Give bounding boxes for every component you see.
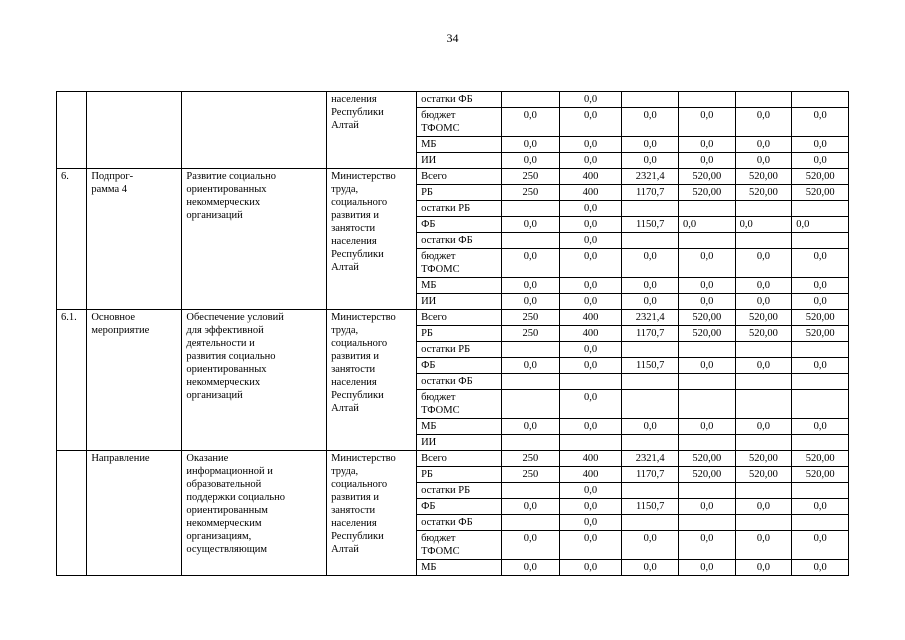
value-cell	[679, 374, 736, 390]
executor-line: населения	[331, 518, 377, 529]
value-cell	[735, 374, 792, 390]
value-cell: 520,00	[735, 169, 792, 185]
value-cell: 0,0	[559, 419, 622, 435]
value-cell: 520,00	[735, 310, 792, 326]
executor-line: Республики	[331, 249, 384, 260]
value-cell	[792, 483, 849, 499]
value-cell: 0,0	[559, 249, 622, 278]
funding-source	[417, 390, 502, 419]
item-name-line: осуществляющим	[186, 544, 268, 555]
item-name-line: некоммерческих	[186, 377, 261, 388]
item-name-line: для эффективной	[186, 325, 264, 336]
value-cell: 0,0	[622, 419, 679, 435]
value-cell: 0,0	[559, 390, 622, 419]
value-cell	[679, 342, 736, 358]
funding-source-line: ФБ	[421, 219, 436, 230]
executor	[327, 169, 417, 310]
item-name-line: развития социально	[186, 351, 276, 362]
item-name	[182, 92, 327, 169]
value-cell: 0,0	[735, 108, 792, 137]
value-cell: 0,0	[735, 419, 792, 435]
item-name-line: деятельности и	[186, 338, 255, 349]
funding-source	[417, 233, 502, 249]
funding-source	[417, 560, 502, 576]
row-number	[57, 92, 87, 169]
item-name	[182, 310, 327, 451]
value-cell: 520,00	[679, 169, 736, 185]
value-cell: 0,0	[622, 294, 679, 310]
funding-source	[417, 467, 502, 483]
value-cell: 520,00	[792, 467, 849, 483]
funding-source	[417, 326, 502, 342]
value-cell	[735, 342, 792, 358]
funding-source	[417, 342, 502, 358]
value-cell: 520,00	[792, 326, 849, 342]
item-name	[182, 451, 327, 576]
funding-source	[417, 451, 502, 467]
funding-source	[417, 137, 502, 153]
funding-source	[417, 278, 502, 294]
value-cell: 0,0	[502, 560, 560, 576]
value-cell	[679, 483, 736, 499]
value-cell	[622, 342, 679, 358]
value-cell: 520,00	[679, 326, 736, 342]
executor-line: Алтай	[331, 403, 359, 414]
funding-source-line: ИИ	[421, 437, 437, 448]
funding-source-line: остатки РБ	[421, 203, 471, 214]
value-cell: 0,0	[559, 515, 622, 531]
funding-source	[417, 419, 502, 435]
funding-source	[417, 108, 502, 137]
funding-source-line: ИИ	[421, 155, 437, 166]
item-name-line: ориентированных	[186, 184, 267, 195]
value-cell: 1150,7	[622, 358, 679, 374]
item-name-line: Развитие социально	[186, 171, 276, 182]
value-cell: 0,0	[735, 531, 792, 560]
value-cell: 2321,4	[622, 169, 679, 185]
executor-line: социального	[331, 479, 388, 490]
item-type	[87, 451, 182, 576]
value-cell: 0,0	[792, 560, 849, 576]
value-cell: 0,0	[502, 278, 560, 294]
executor-line: Алтай	[331, 120, 359, 131]
item-name-line: некоммерческих	[186, 197, 261, 208]
value-cell	[679, 92, 736, 108]
value-cell	[679, 390, 736, 419]
item-name-line: организаций	[186, 390, 243, 401]
value-cell: 250	[502, 451, 560, 467]
executor-line: труда,	[331, 325, 359, 336]
value-cell	[622, 483, 679, 499]
executor-line: Алтай	[331, 544, 359, 555]
value-cell: 520,00	[679, 451, 736, 467]
funding-table	[56, 91, 849, 576]
item-type-line: Подпрог-	[91, 171, 134, 182]
funding-source	[417, 294, 502, 310]
value-cell: 0,0	[679, 531, 736, 560]
funding-source	[417, 374, 502, 390]
value-cell: 0,0	[679, 153, 736, 169]
funding-source-line: Всего	[421, 171, 447, 182]
value-cell: 0,0	[679, 499, 736, 515]
funding-source-line: остатки РБ	[421, 344, 471, 355]
value-cell: 400	[559, 467, 622, 483]
value-cell: 520,00	[679, 310, 736, 326]
item-name-line: Обеспечение условий	[186, 312, 284, 323]
value-cell: 520,00	[679, 467, 736, 483]
funding-source	[417, 499, 502, 515]
value-cell	[502, 374, 560, 390]
value-cell: 0,0	[502, 294, 560, 310]
value-cell	[502, 483, 560, 499]
executor-line: Алтай	[331, 262, 359, 273]
value-cell: 520,00	[735, 451, 792, 467]
table-row	[57, 169, 849, 185]
value-cell	[559, 374, 622, 390]
value-cell: 0,0	[622, 531, 679, 560]
value-cell	[735, 233, 792, 249]
value-cell	[502, 201, 560, 217]
value-cell	[622, 92, 679, 108]
funding-source	[417, 531, 502, 560]
executor-line: Министерство	[331, 171, 396, 182]
funding-source-line: МБ	[421, 421, 437, 432]
funding-source-line: ФБ	[421, 360, 436, 371]
value-cell: 0,0	[559, 108, 622, 137]
funding-source-line: МБ	[421, 139, 437, 150]
value-cell: 0,0	[735, 249, 792, 278]
value-cell: 0,0	[502, 137, 560, 153]
executor-line: населения	[331, 94, 377, 105]
item-name-line: образовательной	[186, 479, 262, 490]
item-name-line: поддержки социально	[186, 492, 285, 503]
funding-source-line: остатки РБ	[421, 485, 471, 496]
value-cell: 0,0	[679, 294, 736, 310]
value-cell: 0,0	[559, 278, 622, 294]
row-number: 6.	[57, 169, 87, 310]
funding-source	[417, 217, 502, 233]
value-cell: 0,0	[679, 419, 736, 435]
item-name-line: организациям,	[186, 531, 252, 542]
value-cell	[735, 515, 792, 531]
value-cell: 520,00	[792, 310, 849, 326]
value-cell: 0,0	[792, 217, 849, 233]
funding-source-line: РБ	[421, 328, 433, 339]
value-cell	[679, 201, 736, 217]
value-cell: 0,0	[679, 108, 736, 137]
item-type-line: Направление	[91, 453, 150, 464]
funding-source	[417, 249, 502, 278]
item-type-line: мероприятие	[91, 325, 150, 336]
value-cell: 520,00	[735, 185, 792, 201]
value-cell: 0,0	[735, 278, 792, 294]
item-name-line: Оказание	[186, 453, 229, 464]
executor-line: Республики	[331, 107, 384, 118]
executor-line: труда,	[331, 184, 359, 195]
value-cell: 0,0	[559, 483, 622, 499]
item-name-line: организаций	[186, 210, 243, 221]
funding-source-line: ТФОМС	[421, 264, 460, 275]
value-cell	[792, 92, 849, 108]
value-cell: 0,0	[679, 278, 736, 294]
funding-source	[417, 169, 502, 185]
funding-source-line: Всего	[421, 453, 447, 464]
executor-line: занятости	[331, 505, 376, 516]
item-type-line: Основное	[91, 312, 136, 323]
value-cell: 0,0	[679, 560, 736, 576]
value-cell: 0,0	[622, 278, 679, 294]
value-cell	[622, 515, 679, 531]
value-cell: 0,0	[622, 153, 679, 169]
value-cell: 0,0	[735, 499, 792, 515]
value-cell	[679, 515, 736, 531]
value-cell: 0,0	[679, 249, 736, 278]
executor-line: населения	[331, 377, 377, 388]
executor-line: социального	[331, 197, 388, 208]
value-cell	[622, 233, 679, 249]
value-cell: 0,0	[559, 499, 622, 515]
value-cell: 520,00	[679, 185, 736, 201]
item-name-line: некоммерческим	[186, 518, 262, 529]
value-cell: 0,0	[622, 108, 679, 137]
executor-line: социального	[331, 338, 388, 349]
value-cell: 0,0	[792, 531, 849, 560]
funding-source-line: остатки ФБ	[421, 517, 473, 528]
funding-source-line: бюджет	[421, 110, 456, 121]
executor-line: занятости	[331, 364, 376, 375]
funding-source	[417, 92, 502, 108]
value-cell: 0,0	[559, 342, 622, 358]
value-cell: 250	[502, 185, 560, 201]
value-cell: 0,0	[502, 419, 560, 435]
executor	[327, 92, 417, 169]
value-cell	[622, 374, 679, 390]
executor-line: развития и	[331, 492, 379, 503]
value-cell: 0,0	[559, 217, 622, 233]
value-cell: 0,0	[502, 531, 560, 560]
value-cell: 0,0	[622, 560, 679, 576]
item-type	[87, 92, 182, 169]
value-cell	[502, 342, 560, 358]
value-cell: 0,0	[735, 137, 792, 153]
funding-source	[417, 358, 502, 374]
funding-source-line: ТФОМС	[421, 546, 460, 557]
funding-source-line: бюджет	[421, 533, 456, 544]
value-cell: 0,0	[792, 249, 849, 278]
executor-line: Министерство	[331, 453, 396, 464]
funding-source-line: МБ	[421, 280, 437, 291]
funding-source-line: остатки ФБ	[421, 94, 473, 105]
funding-source-line: МБ	[421, 562, 437, 573]
funding-source-line: ИИ	[421, 296, 437, 307]
value-cell	[792, 342, 849, 358]
value-cell	[735, 483, 792, 499]
funding-source	[417, 153, 502, 169]
funding-source	[417, 310, 502, 326]
value-cell: 0,0	[502, 108, 560, 137]
value-cell: 0,0	[559, 531, 622, 560]
funding-source-line: ФБ	[421, 501, 436, 512]
value-cell	[622, 201, 679, 217]
item-name-line: ориентированных	[186, 364, 267, 375]
value-cell: 0,0	[792, 499, 849, 515]
value-cell: 0,0	[735, 153, 792, 169]
funding-source-line: РБ	[421, 469, 433, 480]
value-cell: 250	[502, 310, 560, 326]
value-cell: 0,0	[559, 201, 622, 217]
item-name-line: ориентированным	[186, 505, 268, 516]
value-cell: 250	[502, 326, 560, 342]
executor-line: труда,	[331, 466, 359, 477]
value-cell: 0,0	[735, 294, 792, 310]
value-cell: 0,0	[502, 249, 560, 278]
executor-line: развития и	[331, 351, 379, 362]
value-cell: 1150,7	[622, 499, 679, 515]
funding-source-line: остатки ФБ	[421, 235, 473, 246]
funding-source-line: Всего	[421, 312, 447, 323]
value-cell: 0,0	[559, 233, 622, 249]
value-cell: 520,00	[735, 326, 792, 342]
value-cell: 0,0	[679, 137, 736, 153]
value-cell: 0,0	[559, 92, 622, 108]
item-name-line: информационной и	[186, 466, 273, 477]
table-row	[57, 92, 849, 108]
value-cell: 1170,7	[622, 326, 679, 342]
value-cell: 400	[559, 310, 622, 326]
value-cell: 0,0	[559, 560, 622, 576]
executor-line: Республики	[331, 531, 384, 542]
value-cell: 400	[559, 326, 622, 342]
value-cell: 0,0	[792, 278, 849, 294]
value-cell	[679, 435, 736, 451]
value-cell: 0,0	[559, 137, 622, 153]
item-type-line: рамма 4	[91, 184, 128, 195]
funding-source-line: бюджет	[421, 251, 456, 262]
funding-source-line: остатки ФБ	[421, 376, 473, 387]
value-cell: 2321,4	[622, 310, 679, 326]
value-cell	[622, 435, 679, 451]
value-cell: 0,0	[502, 358, 560, 374]
value-cell: 520,00	[792, 185, 849, 201]
table-row	[57, 451, 849, 467]
value-cell: 0,0	[502, 153, 560, 169]
item-type	[87, 310, 182, 451]
value-cell: 0,0	[502, 217, 560, 233]
row-number: 6.1.	[57, 310, 87, 451]
value-cell: 0,0	[792, 294, 849, 310]
value-cell	[735, 435, 792, 451]
value-cell	[679, 233, 736, 249]
funding-source	[417, 515, 502, 531]
funding-table-body	[57, 92, 849, 576]
executor-line: занятости	[331, 223, 376, 234]
value-cell: 2321,4	[622, 451, 679, 467]
value-cell	[735, 92, 792, 108]
executor-line: населения	[331, 236, 377, 247]
value-cell: 0,0	[502, 499, 560, 515]
value-cell: 0,0	[792, 419, 849, 435]
value-cell: 0,0	[792, 108, 849, 137]
funding-source-line: ТФОМС	[421, 405, 460, 416]
value-cell: 0,0	[735, 560, 792, 576]
value-cell: 250	[502, 169, 560, 185]
value-cell: 520,00	[792, 451, 849, 467]
value-cell: 0,0	[559, 153, 622, 169]
funding-source	[417, 185, 502, 201]
value-cell: 0,0	[735, 358, 792, 374]
row-number	[57, 451, 87, 576]
executor-line: развития и	[331, 210, 379, 221]
value-cell: 0,0	[679, 217, 736, 233]
value-cell	[502, 390, 560, 419]
executor-line: Республики	[331, 390, 384, 401]
value-cell: 0,0	[792, 153, 849, 169]
value-cell	[502, 435, 560, 451]
value-cell: 520,00	[735, 467, 792, 483]
funding-source-line: бюджет	[421, 392, 456, 403]
value-cell: 1170,7	[622, 185, 679, 201]
value-cell: 0,0	[622, 137, 679, 153]
value-cell	[502, 515, 560, 531]
table-row	[57, 310, 849, 326]
value-cell	[792, 435, 849, 451]
value-cell	[502, 92, 560, 108]
value-cell: 1150,7	[622, 217, 679, 233]
value-cell: 0,0	[735, 217, 792, 233]
value-cell	[792, 515, 849, 531]
item-name	[182, 169, 327, 310]
value-cell: 0,0	[559, 294, 622, 310]
value-cell: 0,0	[792, 358, 849, 374]
value-cell: 0,0	[792, 137, 849, 153]
value-cell	[502, 233, 560, 249]
executor-line: Министерство	[331, 312, 396, 323]
value-cell: 0,0	[679, 358, 736, 374]
item-type	[87, 169, 182, 310]
value-cell: 400	[559, 451, 622, 467]
value-cell: 400	[559, 185, 622, 201]
value-cell: 0,0	[622, 249, 679, 278]
value-cell: 520,00	[792, 169, 849, 185]
page-number: 34	[446, 31, 459, 45]
value-cell: 400	[559, 169, 622, 185]
executor	[327, 451, 417, 576]
funding-source	[417, 483, 502, 499]
value-cell	[792, 201, 849, 217]
funding-source	[417, 201, 502, 217]
value-cell	[792, 233, 849, 249]
value-cell	[559, 435, 622, 451]
value-cell	[792, 374, 849, 390]
value-cell	[735, 201, 792, 217]
value-cell: 0,0	[559, 358, 622, 374]
value-cell	[622, 390, 679, 419]
value-cell	[735, 390, 792, 419]
funding-source-line: ТФОМС	[421, 123, 460, 134]
value-cell: 250	[502, 467, 560, 483]
funding-source-line: РБ	[421, 187, 433, 198]
executor	[327, 310, 417, 451]
funding-source	[417, 435, 502, 451]
value-cell	[792, 390, 849, 419]
value-cell: 1170,7	[622, 467, 679, 483]
